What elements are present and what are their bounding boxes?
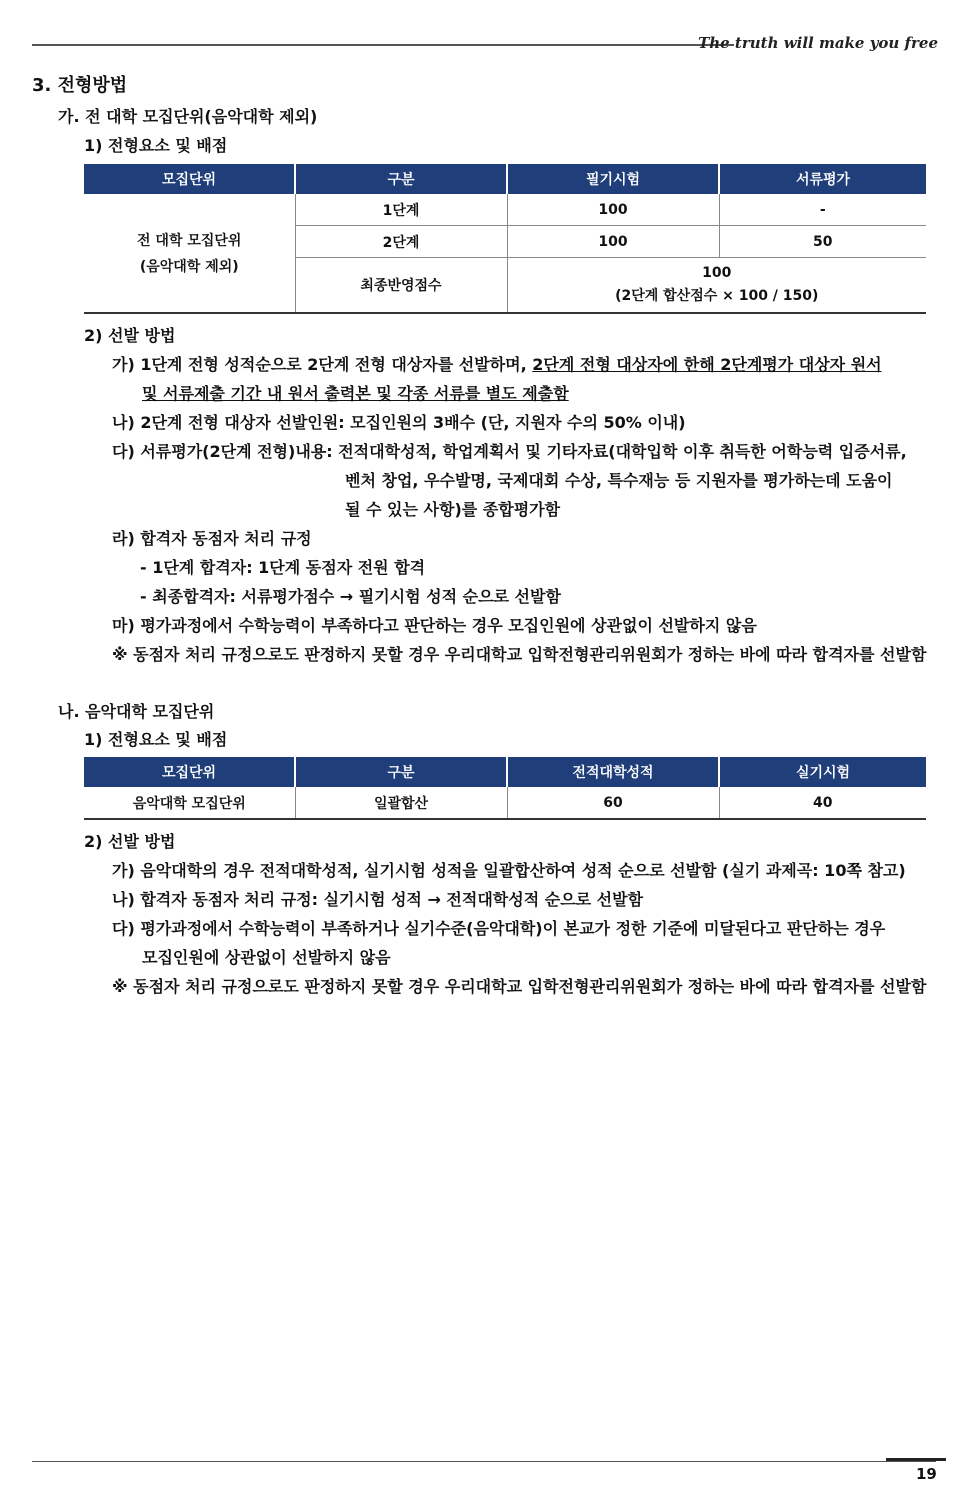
rule-da: 다) 서류평가(2단계 전형)내용: 전적대학성적, 학업계획서 및 기타자료(대학입학 이후 취득한 어학능력 입증서류, <box>112 442 907 461</box>
page-number: 19 <box>916 1465 937 1483</box>
rule-ma: 마) 평가과정에서 수학능력이 부족하다고 판단하는 경우 모집인원에 상관없이 선발하지 않음 <box>112 616 757 635</box>
rule-ga-underlined: 2단계 전형 대상자에 한해 2단계평가 대상자 원서 <box>532 355 882 374</box>
rule-ga-line2: 및 서류제출 기간 내 원서 출력본 및 각종 서류를 별도 제출함 <box>142 384 569 403</box>
table-cell: 60 <box>507 787 719 819</box>
table-cell: 100 <box>507 194 719 226</box>
note-b: ※ 동점자 처리 규정으로도 판정하지 못할 경우 우리대학교 입학전형관리위원회가 정하는 바에 따라 합격자를 선발함 <box>112 977 927 996</box>
header-motto: The truth will make you free <box>698 34 938 52</box>
rule-da-line3: 될 수 있는 사항)를 종합평가함 <box>345 500 561 519</box>
table-cell: 음악대학 모집단위 <box>84 787 295 819</box>
table-cell: 100 <box>507 226 719 258</box>
subsection-a-selection-heading: 2) 선발 방법 <box>84 326 176 345</box>
rule-b-da-line2: 모집인원에 상관없이 선발하지 않음 <box>142 948 391 967</box>
table-cell: 일괄합산 <box>295 787 507 819</box>
rule-b-da: 다) 평가과정에서 수학능력이 부족하거나 실기수준(음악대학)이 본교가 정한 기준에 미달된다고 판단하는 경우 <box>112 919 886 938</box>
table-header: 모집단위 <box>84 757 295 787</box>
table-cell: 50 <box>719 226 926 258</box>
score-table-b <box>84 757 926 820</box>
subsection-b-title: 나. 음악대학 모집단위 <box>58 702 215 721</box>
table-cell: 2단계 <box>295 226 507 258</box>
rule-da-line2: 벤처 창업, 우수발명, 국제대회 수상, 특수재능 등 지원자를 평가하는데 도움이 <box>345 471 893 490</box>
final-value: 100 <box>702 265 732 281</box>
table-cell: 40 <box>719 787 926 819</box>
unit-line: (음악대학 제외) <box>139 259 239 275</box>
score-table-a <box>84 164 926 314</box>
rule-b-na: 나) 합격자 동점자 처리 규정: 실기시험 성적 → 전적대학성적 순으로 선발함 <box>112 890 644 909</box>
table-cell-unit <box>84 194 295 313</box>
subsection-a-title: 가. 전 대학 모집단위(음악대학 제외) <box>58 107 318 126</box>
table-cell: 최종반영점수 <box>295 258 507 314</box>
table-header: 실기시험 <box>719 757 926 787</box>
rule-ra-item: - 최종합격자: 서류평가점수 → 필기시험 성적 순으로 선발함 <box>140 587 561 606</box>
table-header: 필기시험 <box>507 164 719 194</box>
footer-rule <box>32 1461 936 1462</box>
final-note: (2단계 합산점수 × 100 / 150) <box>615 288 819 304</box>
note-a: ※ 동점자 처리 규정으로도 판정하지 못할 경우 우리대학교 입학전형관리위원회가 정하는 바에 따라 합격자를 선발함 <box>112 645 927 664</box>
rule-na: 나) 2단계 전형 대상자 선발인원: 모집인원의 3배수 (단, 지원자 수의 50% 이내) <box>112 413 686 432</box>
table-header: 모집단위 <box>84 164 295 194</box>
header-rule <box>32 44 734 46</box>
rule-ra: 라) 합격자 동점자 처리 규정 <box>112 529 312 548</box>
table-cell: 1단계 <box>295 194 507 226</box>
table-header: 구분 <box>295 164 507 194</box>
rule-ga <box>112 352 882 375</box>
table-cell-final <box>507 258 926 314</box>
subsection-a-elements-heading: 1) 전형요소 및 배점 <box>84 136 228 155</box>
subsection-b-elements-heading: 1) 전형요소 및 배점 <box>84 730 228 749</box>
rule-b-ga: 가) 음악대학의 경우 전적대학성적, 실기시험 성적을 일괄합산하여 성적 순으로 선발함 (실기 과제곡: 10쪽 참고) <box>112 861 906 880</box>
section-title: 3. 전형방법 <box>32 75 128 96</box>
table-row <box>84 194 926 226</box>
rule-ra-item: - 1단계 합격자: 1단계 동점자 전원 합격 <box>140 558 426 577</box>
table-row <box>84 787 926 819</box>
footer-mark <box>886 1458 946 1461</box>
subsection-b-selection-heading: 2) 선발 방법 <box>84 832 176 851</box>
table-header: 구분 <box>295 757 507 787</box>
unit-line: 전 대학 모집단위 <box>137 233 242 249</box>
table-cell: - <box>719 194 926 226</box>
table-header: 전적대학성적 <box>507 757 719 787</box>
table-header: 서류평가 <box>719 164 926 194</box>
rule-ga-text: 가) 1단계 전형 성적순으로 2단계 전형 대상자를 선발하며, <box>112 355 533 374</box>
